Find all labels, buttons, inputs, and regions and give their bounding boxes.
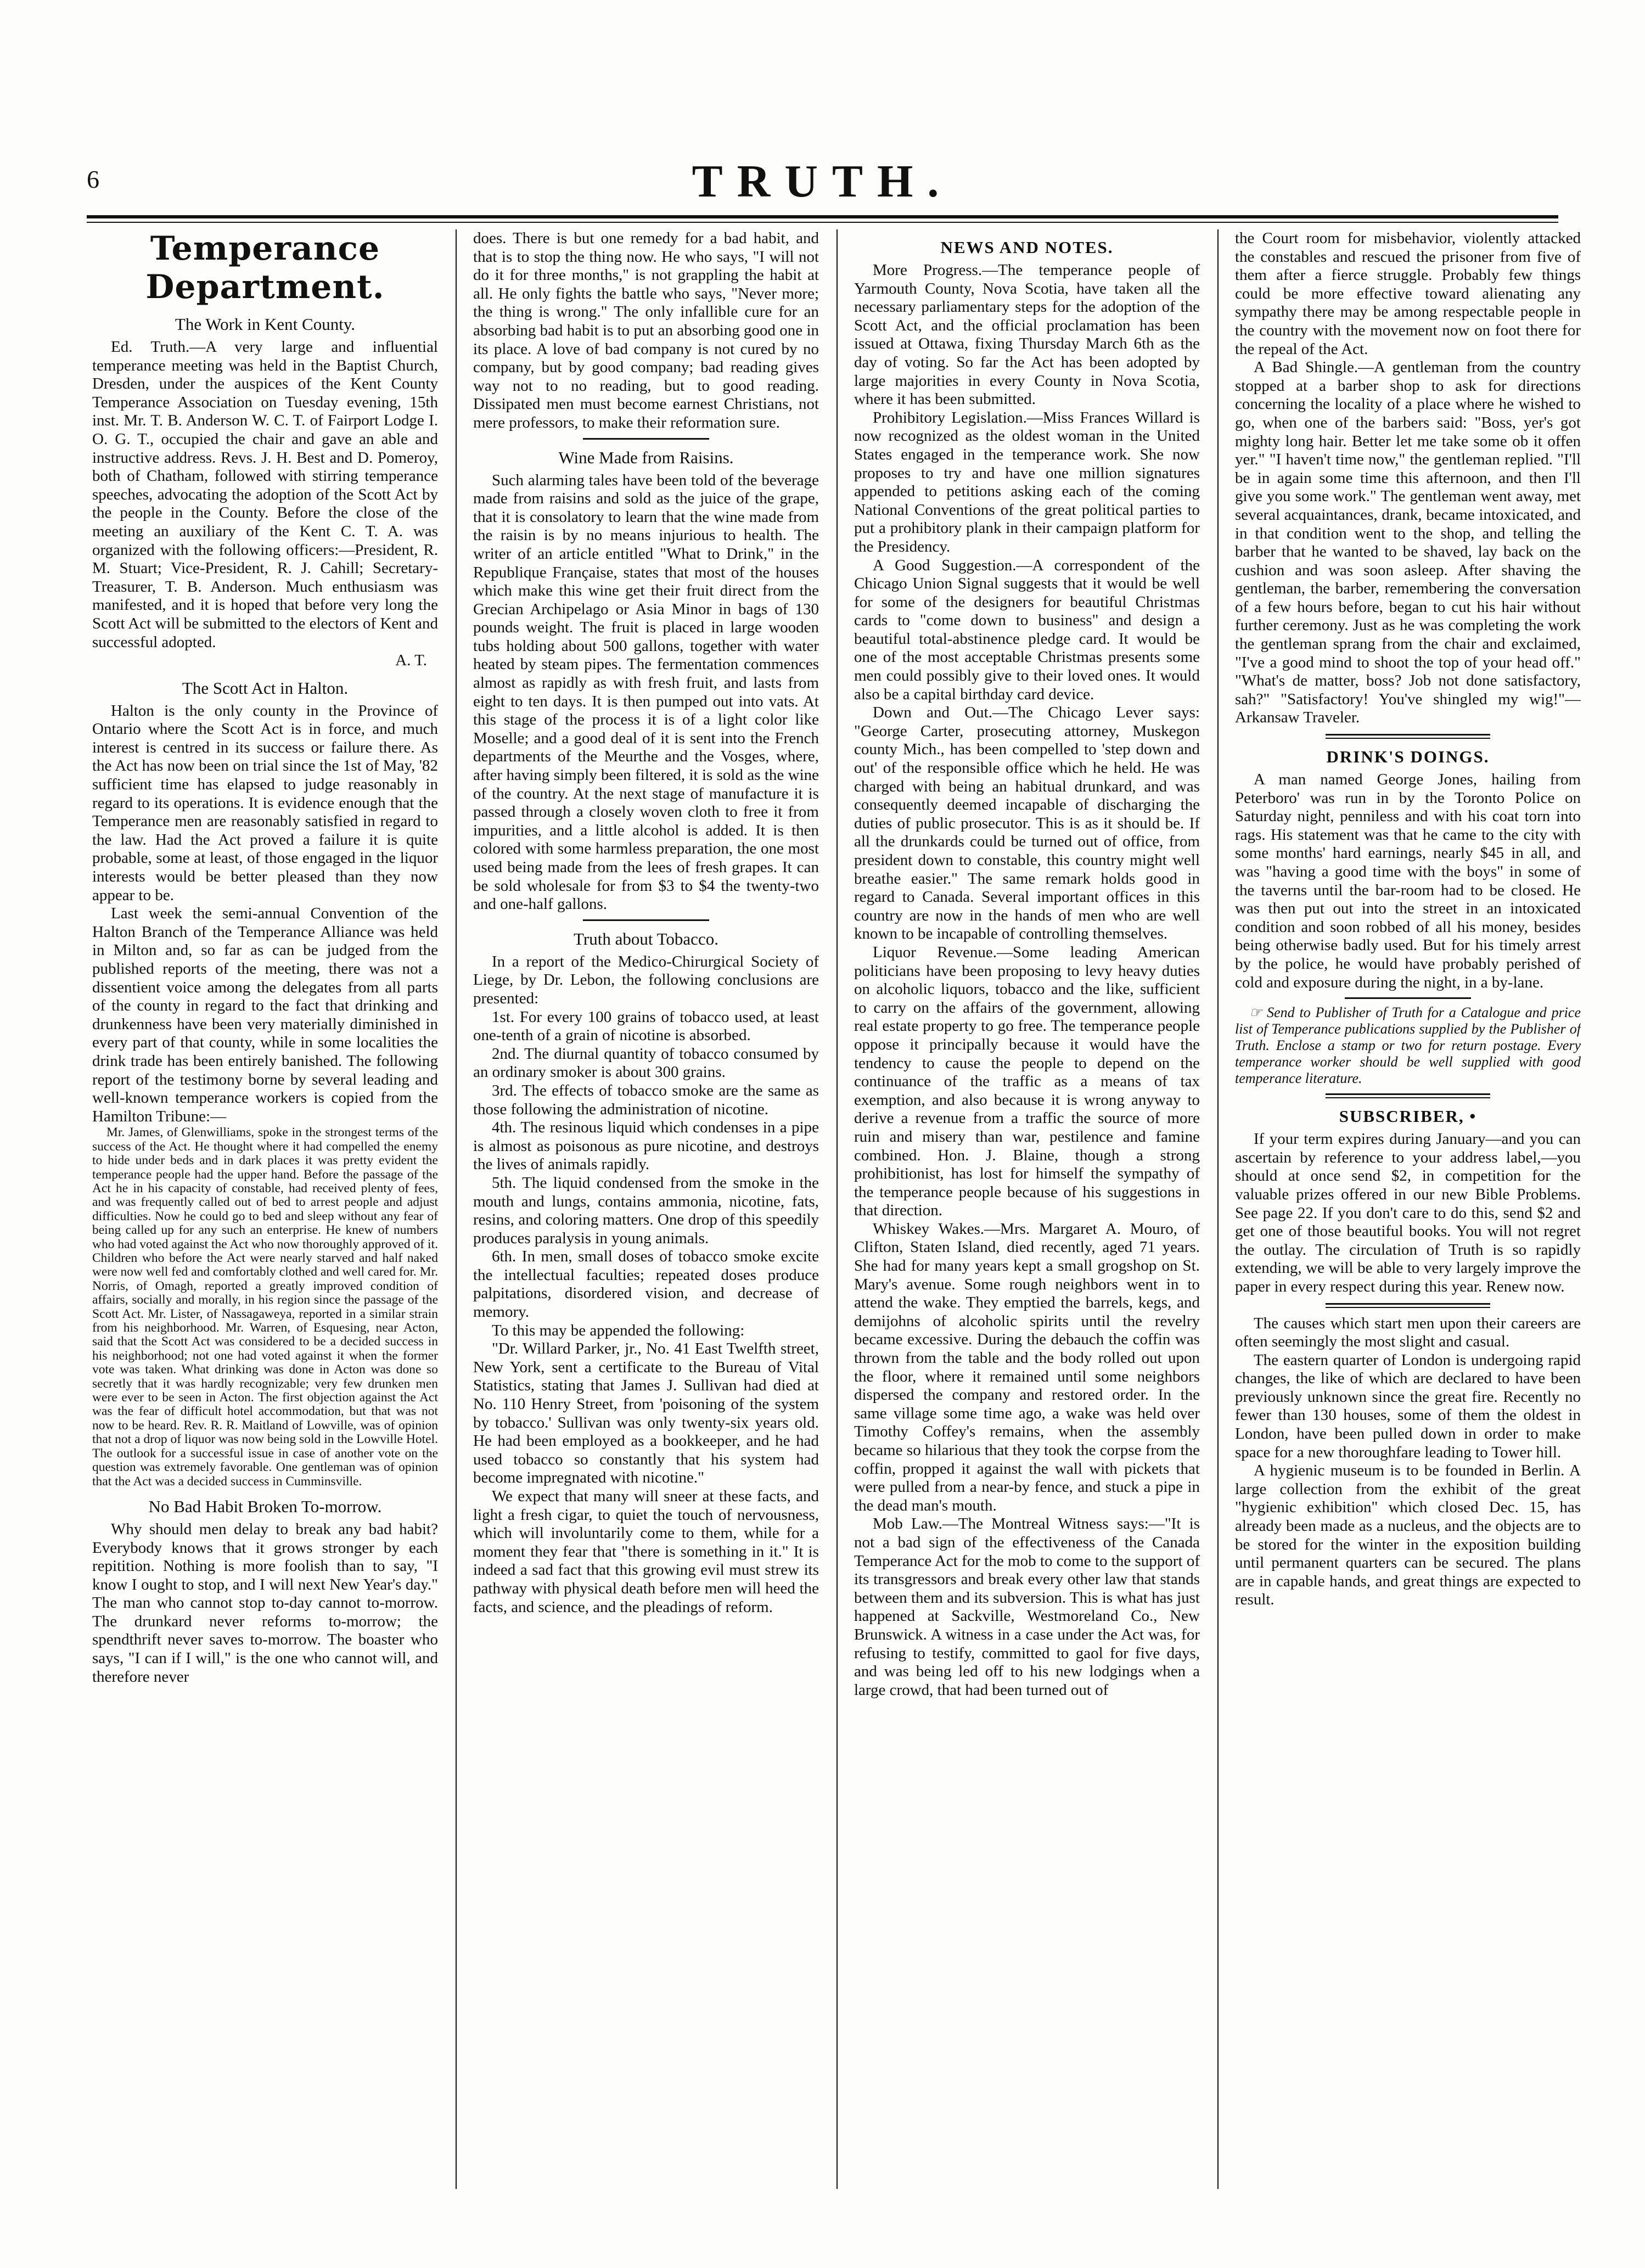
section-title: SUBSCRIBER, •	[1339, 1107, 1477, 1126]
list-item: 3rd. The effects of tobacco smoke are the same as those following the administration of nicotine.	[473, 1081, 819, 1118]
news-item: More Progress.—The temperance people of Yarmouth County, Nova Scotia, have taken all the necessary parliamentary steps for the adoption of the Scott Act, and the official proclamation has been issued at Ottawa, fixing Thursday March 6th as the day of voting. So far the Act has been adopted by large majorities in every County in Nova Scotia, where it has been submitted.	[854, 261, 1200, 408]
list-item: 5th. The liquid condensed from the smoke in the mouth and lungs, contains ammonia, nicotine, fats, resins, and coloring matters. One drop of this speedily produces paralysis in young animals.	[473, 1174, 819, 1247]
article-paragraph: Ed. Truth.—A very large and influential temperance meeting was held in the Baptist Church, Dresden, under the auspices of the Kent County Temperance Association on Tuesday evening, 15th inst. Mr. T. B. Anderson W. C. T. of Fairport Lodge I. O. G. T., occupied the chair and gave an able and instructive address. Revs. J. H. Best and D. Pomeroy, both of Chatham, followed with stirring temperance speeches, advocating the adoption of the Scott Act by the people in the County. Before the close of the meeting an auxiliary of the Kent C. T. A. was organized with the following officers:—President, R. M. Stuart; Vice-President, R. J. Cahill; Secretary-Treasurer, T. B. Anderson. Much enthusiasm was manifested, and it is hoped that before very long the Scott Act will be submitted to the electors of Kent and successful adopted.	[92, 338, 438, 651]
article-title: Wine Made from Raisins.	[558, 447, 734, 467]
article-paragraph: Halton is the only county in the Province of Ontario where the Scott Act is in force, and much interest is centred in its success or failure there. As the Act has now been on trial since the 1st of May, '82 sufficient time has elapsed to judge reasonably in regard to its operations. It is evidence enough that the Temperance men are reasonably satisfied in regard to the law. Had the Act proved a failure it is quite probable, some at least, of those engaged in the liquor interests would be better pleased than they now appear to be.	[92, 701, 438, 904]
article-paragraph: Such alarming tales have been told of the beverage made from raisins and sold as the juice of the grape, that it is consolatory to learn that the wine made from the raisin is by no means injurious to health. The writer of an article entitled "What to Drink," in the Republique Française, states that most of the houses which make this wine get their fruit direct from the Grecian Archipelago or Asia Minor in bags of 130 pounds weight. The fruit is placed in large wooden tubs holding about 500 gallons, together with water heated by steam pipes. The fermentation commences almost as rapidly as with fresh fruit, and lasts from eight to ten days. It is then pumped out into vats. At this stage of the process it is of a light color like Moselle; and a good deal of it is sent into the French departments of the Meurthe and the Vosges, where, after having simply been filtered, it is sold as the wine of the country. At the next stage of manufacture it is passed through a closely woven cloth to free it from impurities, and a little alcohol is added. It is then colored with some harmless preparation, the one most used being made from the lees of fresh grapes. It can be sold wholesale for from $3 to $4 the twenty-two and one-half gallons.	[473, 471, 819, 913]
header-rule-thin	[87, 222, 1558, 223]
article-paragraph: A man named George Jones, hailing from Peterboro' was run in by the Toronto Police on Saturday night, penniless and with his coat torn into rags. His statement was that he came to the city with some months' hard earnings, nearly $45 in all, and was "having a good time with the boys" in some of the taverns until the bar-room had to be closed. He was then put out into the street in an intoxicated condition and soon robbed of all his money, besides being otherwise badly used. But for his timely arrest by the police, he would have probably perished of cold and exposure during the night, in a by-lane.	[1235, 771, 1581, 991]
column-divider	[456, 229, 457, 2189]
article-paragraph: A hygienic museum is to be founded in Berlin. A large collection from the exhibit of the great "hygienic exhibition" which closed Dec. 15, has already been made as a nucleus, and the objects are to be stored for the winter in the exposition building until permanent quarters can be secured. The plans are in capable hands, and great things are expected to result.	[1235, 1462, 1581, 1609]
section-title: NEWS AND NOTES.	[940, 238, 1114, 257]
list-item: 4th. The resinous liquid which condenses in a pipe is almost as poisonous as pure nicotine, and destroys the lives of animals rapidly.	[473, 1119, 819, 1174]
column-divider	[836, 229, 838, 2189]
department-title: Temperance Department.	[145, 229, 385, 306]
separator	[1326, 734, 1490, 739]
article-paragraph: We expect that many will sneer at these facts, and light a fresh cigar, to quiet the touch of nervousness, which will involuntarily come to them, while for a moment they fear that "there is something in it." It is indeed a sad fact that this growing evil must strew its pathway with physical death before men will heed the facts, and science, and the pleadings of reform.	[473, 1487, 819, 1616]
news-item: Down and Out.—The Chicago Lever says: "George Carter, prosecuting attorney, Muskegon county Mich., has been compelled to 'step down and out' of the responsible office which he held. He was charged with being an habitual drunkard, and was consequently deemed incapable of discharging the duties of public prosecutor. This is as it should be. If all the drunkards could be turned out of office, from president down to constable, this country might well breathe easier." The same remark holds good in regard to Canada. Several important offices in this country are now in the hands of men who are well known to be incapable of controlling themselves.	[854, 704, 1200, 943]
article-title: The Scott Act in Halton.	[182, 678, 349, 698]
article-title: The Work in Kent County.	[175, 315, 356, 334]
separator	[1345, 997, 1471, 999]
news-item: Whiskey Wakes.—Mrs. Margaret A. Mouro, of Clifton, Staten Island, died recently, aged 71 years. She had for many years kept a small grogshop on St. Mary's avenue. Some rough neighbors went in to attend the wake. They emptied the barrels, kegs, and demijohns of alcoholic spirits until the revelry became excessive. During the debauch the coffin was thrown from the table and the body rolled out upon the floor, where it remained until some neighbors dispersed the company and restored order. In the same village some time ago, a wake was held over Timothy Coffey's remains, when the assembly became so hilarious that they took the corpse from the coffin, propped it against the wall with pickets that were pulled from a near-by fence, and stuck a pipe in the dead man's mouth.	[854, 1220, 1200, 1514]
article-title: Truth about Tobacco.	[574, 929, 718, 948]
column-divider	[1217, 229, 1219, 2189]
separator	[1326, 1093, 1490, 1098]
news-item: Prohibitory Legislation.—Miss Frances Willard is now recognized as the oldest woman in the United States engaged in the temperance work. She now proposes to try and have one million signatures appended to petitions asking each of the coming National Conventions of the great political parties to put a prohibitory plank in their campaign platform for the Presidency.	[854, 408, 1200, 555]
article-paragraph: "Dr. Willard Parker, jr., No. 41 East Twelfth street, New York, sent a certificate to the Bureau of Vital Statistics, stating that James J. Sullivan had died at No. 110 Henry Street, from 'poisoning of the system by tobacco.' Sullivan was only twenty-six years old. He had been employed as a bookkeeper, and he had used tobacco so constantly that his system had become impregnated with nicotine."	[473, 1340, 819, 1487]
list-item: 2nd. The diurnal quantity of tobacco consumed by an ordinary smoker is about 300 grains.	[473, 1045, 819, 1081]
news-item: the Court room for misbehavior, violently attacked the constables and rescued the prisoner from five of them after a fierce struggle. Probably few things could be more effective toward alienating any sympathy there may be among respectable people in the country with the movement now on foot there for the repeal of the Act.	[1235, 229, 1581, 358]
news-item: Mob Law.—The Montreal Witness says:—"It is not a bad sign of the effectiveness of the Canada Temperance Act for the mob to come to the support of its transgressors and break every other law that stands between them and its subversion. This is what has just happened at Sackville, Westmoreland Co., New Brunswick. A witness in a case under the Act was, for refusing to testify, committed to gaol for five days, and was being led off to his new lodgings when a large crowd, that had been turned out of	[854, 1515, 1200, 1699]
article-paragraph: Last week the semi-annual Convention of the Halton Branch of the Temperance Alliance was held in Milton and, so far as can be judged from the published reports of the meeting, there was not a dissentient voice among the delegates from all parts of the county in regard to the fact that drinking and drunkenness have been very materially diminished in every part of that county, while in some localities the drink trade has been entirely banished. The following report of the testimony borne by several leading and well-known temperance workers is copied from the Hamilton Tribune:—	[92, 905, 438, 1125]
article-paragraph: The eastern quarter of London is undergoing rapid changes, the like of which are declared to have been previously unknown since the great fire. Recently no fewer than 130 houses, some of them the oldest in London, have been pulled down in order to make space for a new thoroughfare leading to Tower hill.	[1235, 1351, 1581, 1461]
column-1	[92, 229, 438, 2194]
article-signature: A. T.	[395, 652, 427, 670]
separator	[1326, 1303, 1490, 1308]
masthead: TRUTH.	[692, 156, 953, 207]
article-paragraph: does. There is but one remedy for a bad habit, and that is to stop the thing now. He who says, "I will not do it for three months," is not grappling the habit at all. He only fights the battle who says, "Never more; the thing is wrong." The only infallible cure for an absorbing bad habit is to put an absorbing good one in its place. A love of bad company is not cured by no company, but by good company; bad reading gives way not to no reading, but to good reading. Dissipated men must become earnest Christians, not mere professors, to make their reformation sure.	[473, 229, 819, 431]
separator	[583, 438, 709, 440]
separator	[583, 919, 709, 921]
section-title: DRINK'S DOINGS.	[1326, 747, 1490, 767]
news-item: Liquor Revenue.—Some leading American politicians have been proposing to levy heavy duties on alcoholic liquors, tobacco and the like, sufficient to carry on the affairs of the government, allowing real estate property to go free. The temperance people oppose it principally because it would have the tendency to cause the people to depend on the continuance of the traffic as a means of tax exemption, and also because it is wrong anyway to derive a revenue from a traffic the source of more ruin and misery than war, pestilence and famine combined. Hon. J. Blaine, though a strong prohibitionist, has lost for himself the sympathy of the temperance people because of his suggestions in that direction.	[854, 943, 1200, 1220]
article-paragraph: The causes which start men upon their careers are often seemingly the most slight and casual.	[1235, 1314, 1581, 1351]
news-item: A Good Suggestion.—A correspondent of the Chicago Union Signal suggests that it would be well for some of the designers for beautiful Christmas cards to "come down to business" and design a beautiful total-abstinence pledge card. It would be one of the most acceptable Christmas presents some men could possibly give to their loved ones. It would also be a capital birthday card device.	[854, 556, 1200, 703]
article-paragraph: Why should men delay to break any bad habit? Everybody knows that it grows stronger by each repitition. Nothing is more foolish than to say, "I know I ought to stop, and I will next New Year's day." The man who cannot stop to-day cannot to-morrow. The drunkard never reforms to-morrow; the spendthrift never saves to-morrow. The boaster who says, "I can if I will," is the one who cannot will, and therefore never	[92, 1520, 438, 1686]
column-3	[854, 229, 1200, 2194]
list-item: 6th. In men, small doses of tobacco smoke excite the intellectual faculties; repeated doses produce palpitations, disordered vision, and decrease of memory.	[473, 1248, 819, 1321]
column-4	[1235, 229, 1581, 2194]
article-paragraph: To this may be appended the following:	[492, 1321, 745, 1339]
news-item: A Bad Shingle.—A gentleman from the country stopped at a barber shop to ask for directions concerning the locality of a place where he wished to go, when one of the barbers said: "Boss, yer's got mighty long hair. Better let me take some ob it offen yer." "I haven't time now," the gentleman replied. "I'll be in again some time this afternoon, and then I'll give you some work." The gentleman went away, met several acquaintances, drank, became intoxicated, and in that condition went to the shop, and telling the barber that he wanted to be shaved, lay back on the cushion and was soon asleep. After shaving the gentleman, the barber, remembering the conversation of a few hours before, began to cut his hair without further ceremony. Just as he was completing the work the gentleman sprang from the chair and exclaimed, "I've a good mind to shoot the top of your head off." "What's de matter, boss? Job not done satisfactory, sah?" "Satisfactory! You've shingled my wig!"—Arkansaw Traveler.	[1235, 358, 1581, 727]
article-paragraph: If your term expires during January—and you can ascertain by reference to your address label,—you should at once send $2, in competition for the valuable prizes offered in our new Bible Problems. See page 22. If you don't care to do this, send $2 and get one of those beautiful books. You will not regret the outlay. The circulation of Truth is so rapidly extending, we will be able to very largely improve the paper in every respect during this year. Renew now.	[1235, 1130, 1581, 1295]
page-number: 6	[87, 165, 99, 193]
list-item: 1st. For every 100 grains of tobacco used, at least one-tenth of a grain of nicotine is absorbed.	[473, 1008, 819, 1045]
article-title: No Bad Habit Broken To-morrow.	[148, 1496, 382, 1516]
header-rule	[87, 215, 1558, 218]
publisher-note: ☞ Send to Publisher of Truth for a Catalogue and price list of Temperance publications supplied by the Publisher of Truth. Enclose a stamp or two for return postage. Every temperance worker should be well supplied with good temperance literature.	[1235, 1004, 1581, 1087]
column-2	[473, 229, 819, 2194]
article-paragraph: In a report of the Medico-Chirurgical Society of Liege, by Dr. Lebon, the following conclusions are presented:	[473, 952, 819, 1007]
quoted-report: Mr. James, of Glenwilliams, spoke in the strongest terms of the success of the Act. He thought where it had compelled the enemy to hide under beds and in dark places it was pretty evident the temperance people had the upper hand. Before the passage of the Act he in his capacity of constable, had received plenty of fees, and was frequently called out of bed to arrest people and adjust difficulties. Now he could go to bed and sleep without any fear of being called up for any such an enterprise. He knew of numbers who had voted against the Act who now thoroughly approved of it. Children who before the Act were nearly starved and half naked were now well fed and comfortably clothed and well cared for. Mr. Norris, of Omagh, reported a greatly improved condition of affairs, socially and morally, in his region since the passage of the Scott Act. Mr. Lister, of Nassagaweya, reported in a similar strain from his neighborhood. Mr. Warren, of Esquesing, near Acton, said that the Scott Act was considered to be a decided success in his neighborhood; not one had voted against it when the former vote was taken. What drinking was done in Acton was done so secretly that it was hardly recognizable; very few drunken men were ever to be seen in Acton. The first objection against the Act was the fear of difficult hotel accommodation, but that was not now to be heard. Rev. R. R. Maitland of Lowville, was of opinion that not a drop of liquor was now being sold in the Lowville Hotel. The outlook for a successful issue in case of another vote on the question was extremely favorable. One gentleman was of opinion that the Act was a decided success in Cumminsville.	[92, 1125, 438, 1489]
